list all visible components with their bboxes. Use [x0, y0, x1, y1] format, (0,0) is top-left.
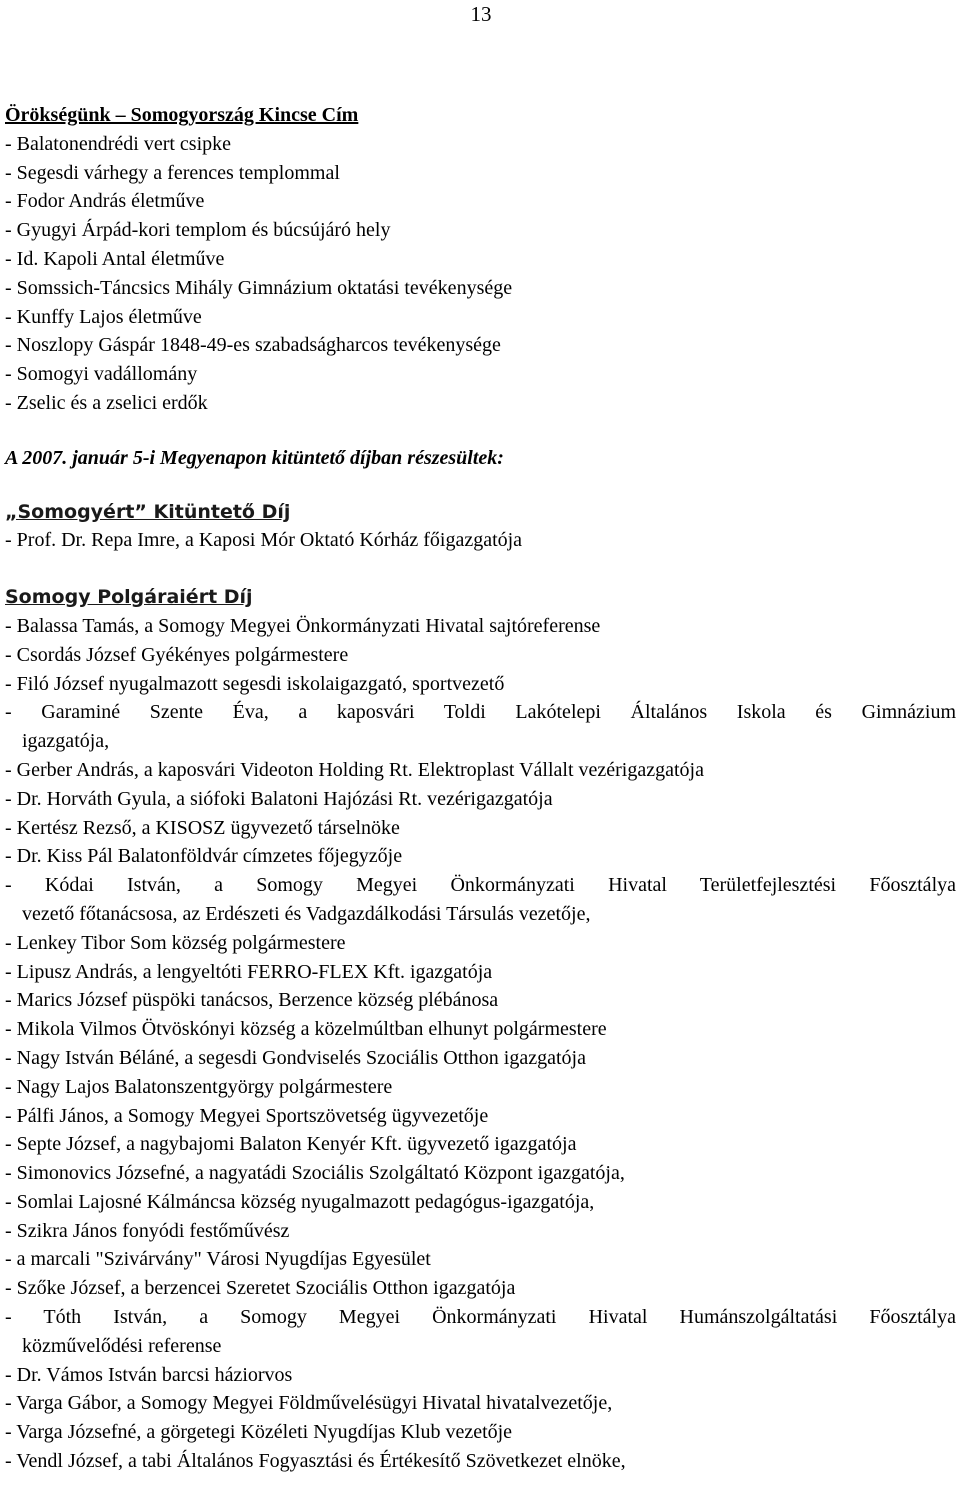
- polgaraiert-recipient: - Balassa Tamás, a Somogy Megyei Önkormányzati Hivatal sajtóreferense: [5, 614, 601, 637]
- polgaraiert-recipient: - Dr. Vámos István barcsi háziorvos: [5, 1363, 293, 1386]
- polgaraiert-recipient: - Pálfi János, a Somogy Megyei Sportszövetség ügyvezetője: [5, 1104, 489, 1127]
- heritage-list: [5, 130, 956, 418]
- polgaraiert-recipient: - Szikra János fonyódi festőművész: [5, 1219, 290, 1242]
- polgaraiert-recipient: - Mikola Vilmos Ötvöskónyi község a közelmúltban elhunyt polgármestere: [5, 1018, 607, 1041]
- heritage-title: Örökségünk – Somogyország Kincse Cím: [5, 104, 359, 126]
- polgaraiert-recipient: - Filó József nyugalmazott segesdi iskolaigazgató, sportvezető: [5, 672, 505, 695]
- polgaraiert-recipient: - Garaminé Szente Éva, a kaposvári Toldi Lakótelepi Általános Iskola és Gimnázium: [5, 701, 956, 724]
- polgaraiert-recipient-continuation: vezető főtanácsosa, az Erdészeti és Vadgazdálkodási Társulás vezetője,: [22, 902, 591, 925]
- heritage-list-item: - Balatonendrédi vert csipke: [5, 132, 232, 155]
- polgaraiert-recipient: - Somlai Lajosné Kálmáncsa község nyugalmazott pedagógus-igazgatója,: [5, 1190, 595, 1213]
- polgaraiert-recipient: - a marcali "Szivárvány" Városi Nyugdíjas Egyesület: [5, 1248, 431, 1271]
- page-content: [5, 101, 956, 1476]
- polgaraiert-recipient: - Marics József püspöki tanácsos, Berzence község plébánosa: [5, 989, 499, 1012]
- heritage-list-item: - Segesdi várhegy a ferences templommal: [5, 161, 340, 184]
- polgaraiert-recipient: - Dr. Horváth Gyula, a siófoki Balatoni Hajózási Rt. vezérigazgatója: [5, 787, 553, 810]
- polgaraiert-recipient: - Kódai István, a Somogy Megyei Önkormányzati Hivatal Területfejlesztési Főosztálya: [5, 874, 956, 897]
- polgaraiert-recipient: - Csordás József Gyékényes polgármestere: [5, 643, 349, 666]
- polgaraiert-recipient: - Kertész Rezső, a KISOSZ ügyvezető társelnöke: [5, 816, 400, 839]
- somogyert-recipient: - Prof. Dr. Repa Imre, a Kaposi Mór Oktató Kórház főigazgatója: [5, 529, 523, 552]
- heritage-list-item: - Gyugyi Árpád-kori templom és búcsújáró hely: [5, 219, 391, 242]
- heritage-list-item: - Zselic és a zselici erdők: [5, 391, 208, 414]
- heritage-list-item: - Fodor András életműve: [5, 190, 205, 213]
- polgaraiert-award-title: Somogy Polgáraiért Díj: [5, 586, 253, 609]
- polgaraiert-recipient: - Simonovics Józsefné, a nagyatádi Szociális Szolgáltató Központ igazgatója,: [5, 1162, 625, 1185]
- polgaraiert-recipient: - Dr. Kiss Pál Balatonföldvár címzetes főjegyzője: [5, 845, 403, 868]
- somogyert-award-title: „Somogyért” Kitüntető Díj: [5, 500, 291, 523]
- polgaraiert-recipient: - Septe József, a nagybajomi Balaton Kenyér Kft. ügyvezető igazgatója: [5, 1133, 577, 1156]
- heritage-list-item: - Somssich-Táncsics Mihály Gimnázium oktatási tevékenysége: [5, 276, 513, 299]
- heritage-list-item: - Noszlopy Gáspár 1848-49-es szabadságharcos tevékenysége: [5, 334, 501, 357]
- polgaraiert-recipient-continuation: igazgatója,: [22, 730, 110, 753]
- polgaraiert-recipient: - Nagy István Béláné, a segesdi Gondviselés Szociális Otthon igazgatója: [5, 1046, 586, 1069]
- heritage-list-item: - Kunffy Lajos életműve: [5, 305, 202, 328]
- page-number: 13: [470, 2, 492, 26]
- somogyert-recipient-list: [5, 526, 956, 555]
- polgaraiert-recipient-list: [5, 612, 956, 1476]
- polgaraiert-recipient: - Lenkey Tibor Som község polgármestere: [5, 931, 346, 954]
- polgaraiert-recipient-continuation: közművelődési referense: [22, 1334, 222, 1357]
- heritage-list-item: - Id. Kapoli Antal életműve: [5, 247, 225, 270]
- polgaraiert-recipient: - Szőke József, a berzencei Szeretet Szociális Otthon igazgatója: [5, 1277, 516, 1300]
- heritage-list-item: - Somogyi vadállomány: [5, 363, 198, 386]
- award-intro: A 2007. január 5-i Megyenapon kitüntető díjban részesültek:: [5, 446, 504, 469]
- polgaraiert-recipient: - Varga Gábor, a Somogy Megyei Földművelésügyi Hivatal hivatalvezetője,: [5, 1392, 613, 1415]
- polgaraiert-recipient: - Vendl József, a tabi Általános Fogyasztási és Értékesítő Szövetkezet elnöke,: [5, 1450, 626, 1473]
- polgaraiert-recipient: - Lipusz András, a lengyeltóti FERRO-FLEX Kft. igazgatója: [5, 960, 493, 983]
- polgaraiert-recipient: - Varga Józsefné, a görgetegi Közéleti Nyugdíjas Klub vezetője: [5, 1421, 513, 1444]
- polgaraiert-recipient: - Gerber András, a kaposvári Videoton Holding Rt. Elektroplast Vállalt vezérigazgatója: [5, 758, 704, 781]
- polgaraiert-recipient: - Tóth István, a Somogy Megyei Önkormányzati Hivatal Humánszolgáltatási Főosztálya: [5, 1306, 956, 1329]
- polgaraiert-recipient: - Nagy Lajos Balatonszentgyörgy polgármestere: [5, 1075, 393, 1098]
